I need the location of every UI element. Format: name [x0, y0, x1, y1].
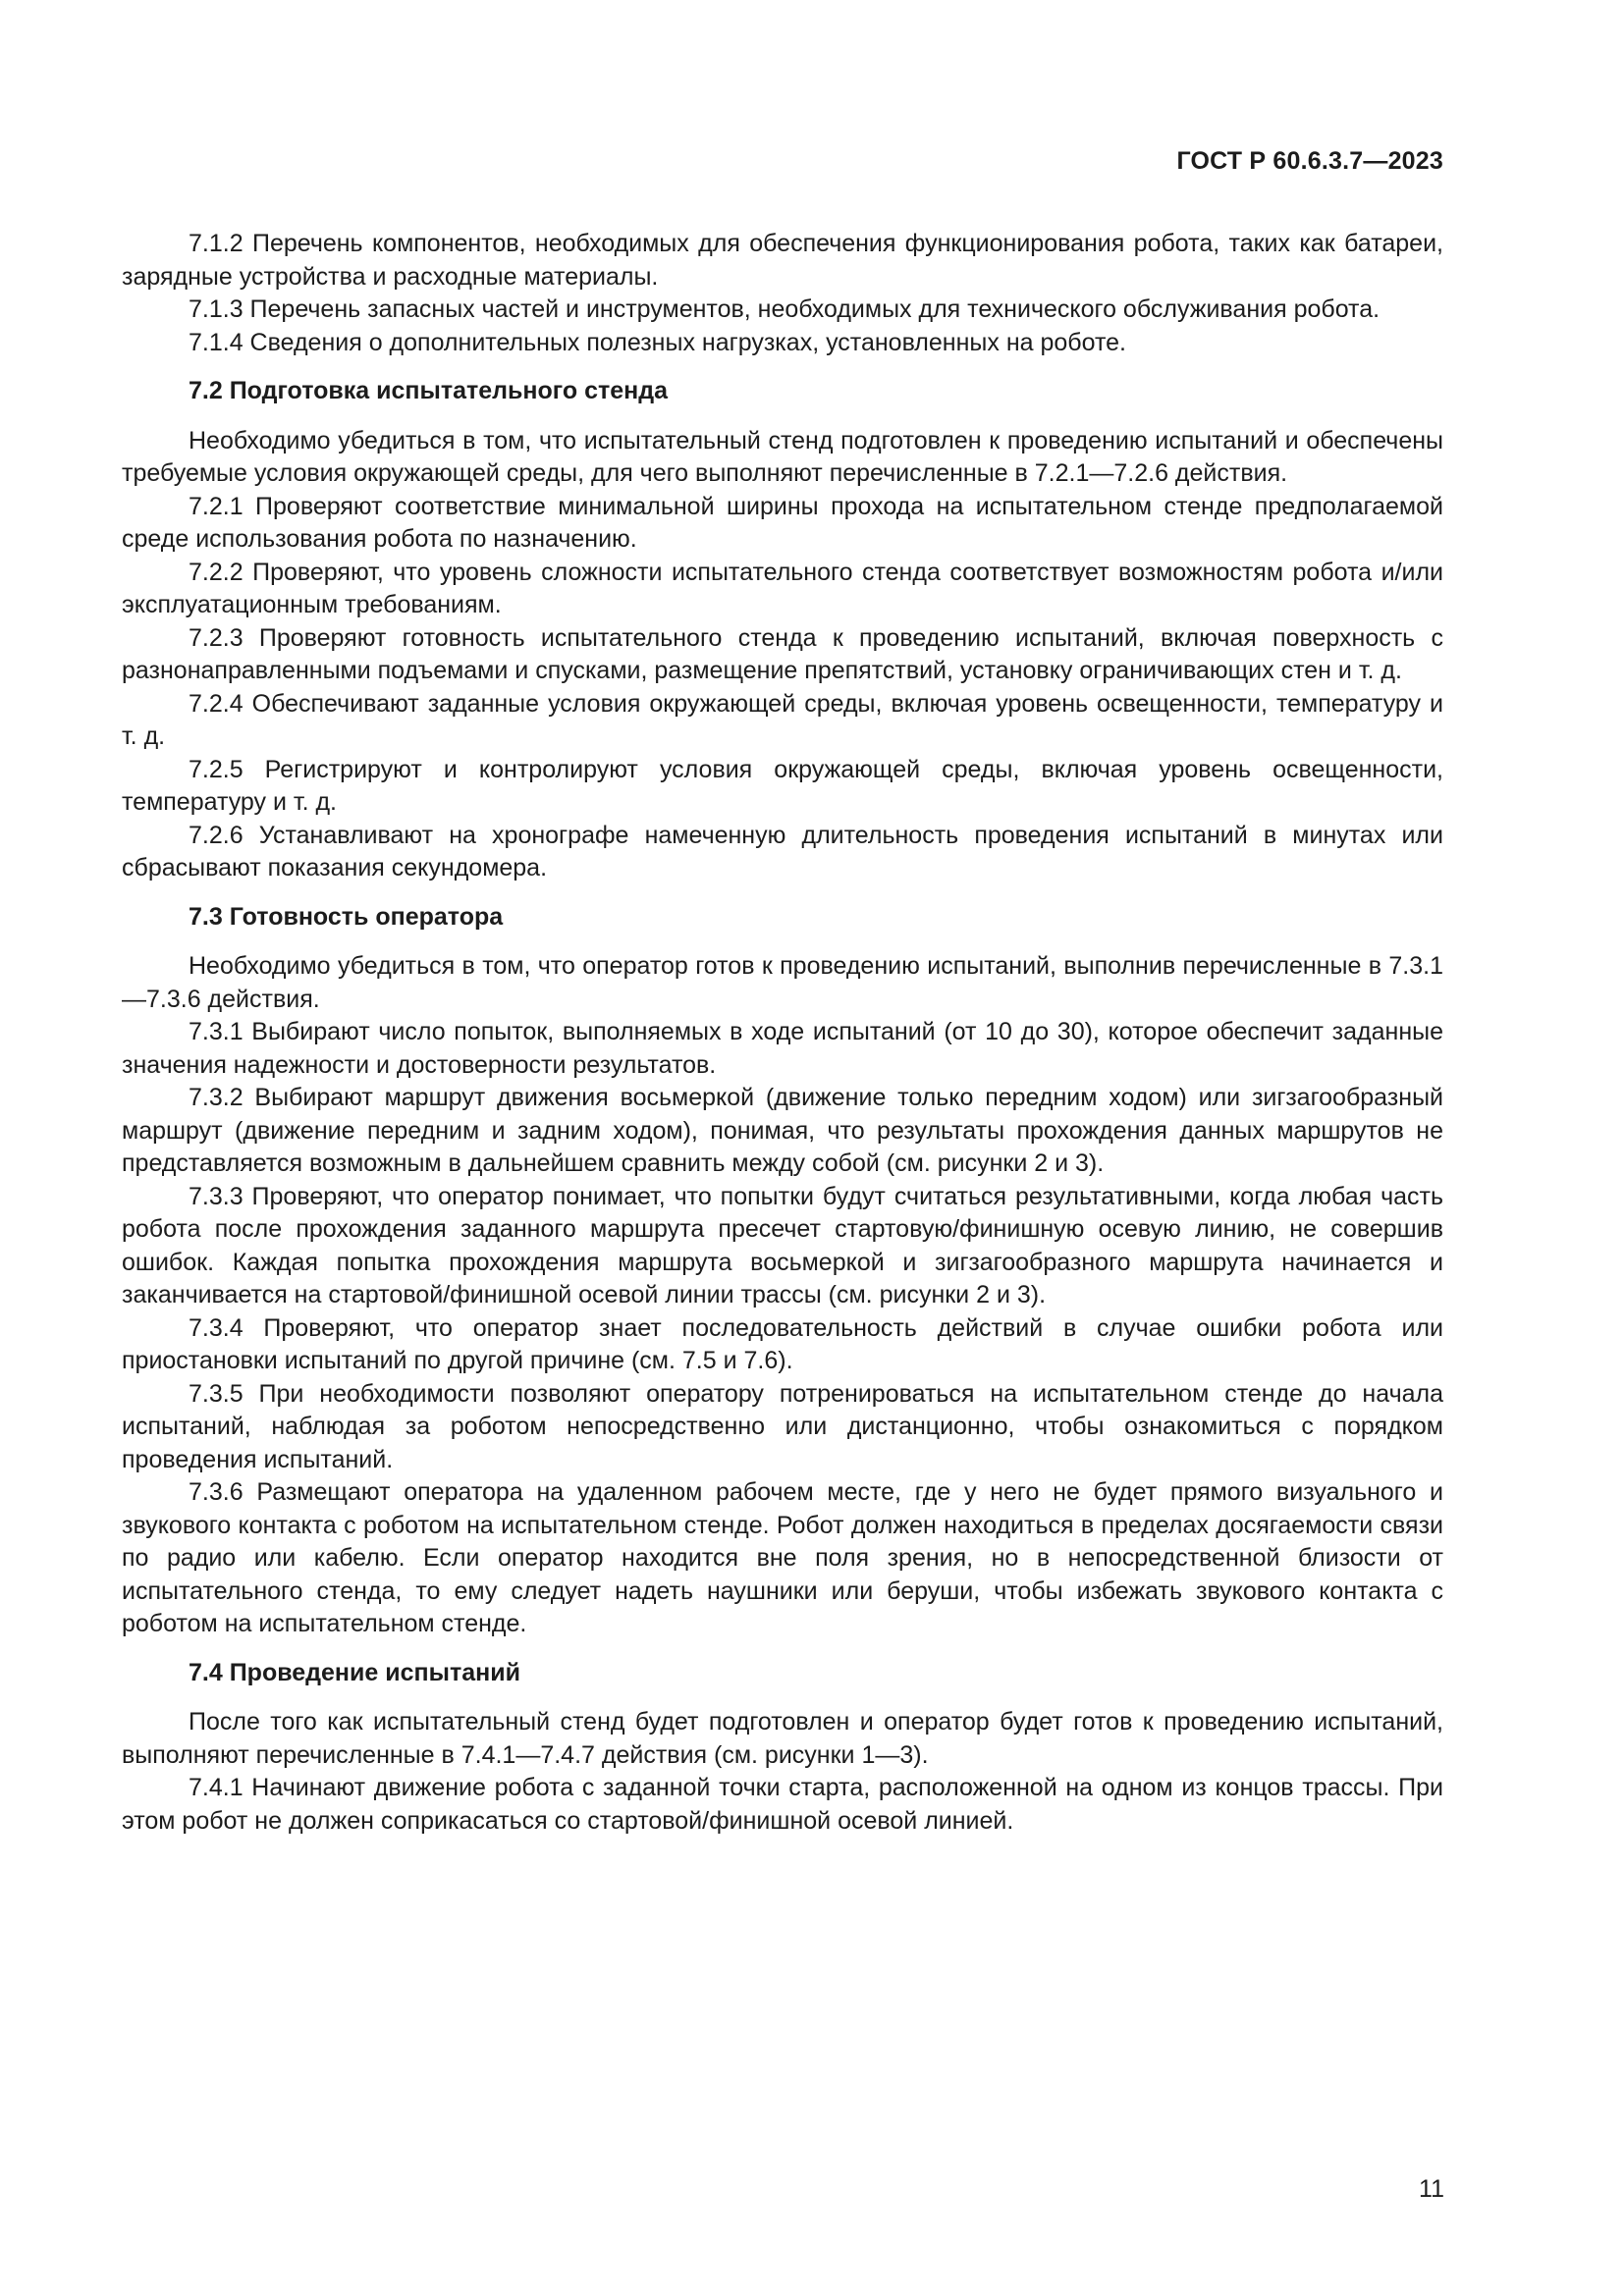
paragraph-7-2-6: 7.2.6 Устанавливают на хронографе намеченную длительность проведения испытаний в минутах или сбрасывают показания секундомера. [122, 821, 1443, 881]
paragraph-7-3-2: 7.3.2 Выбирают маршрут движения восьмеркой (движение только передним ходом) или зигзагообразный маршрут (движение передним и задним ходом), понимая, что результаты прохождения данных маршрутов не представляется возможным в дальнейшем сравнить между собой (см. рисунки 2 и 3). [122, 1084, 1443, 1177]
paragraph-7-2-4: 7.2.4 Обеспечивают заданные условия окружающей среды, включая уровень освещенности, температуру и т. д. [122, 689, 1443, 750]
paragraph-7-1-3: 7.1.3 Перечень запасных частей и инструментов, необходимых для технического обслуживания робота. [189, 295, 1380, 323]
paragraph-7-3-5: 7.3.5 При необходимости позволяют оператору потренироваться на испытательном стенде до начала испытаний, наблюдая за роботом непосредственно или дистанционно, чтобы ознакомиться с порядком проведения испытаний. [122, 1379, 1443, 1473]
section-heading-7-2: 7.2 Подготовка испытательного стенда [189, 377, 668, 404]
page-number: 11 [1419, 2175, 1444, 2203]
paragraph-7-1-2: 7.1.2 Перечень компонентов, необходимых для обеспечения функционирования робота, таких как батареи, зарядные устройства и расходные материалы. [122, 230, 1443, 291]
paragraph-7-2-1: 7.2.1 Проверяют соответствие минимальной ширины прохода на испытательном стенде предполагаемой среде использования робота по назначению. [122, 492, 1443, 553]
document-code-header: ГОСТ Р 60.6.3.7—2023 [1176, 147, 1443, 175]
section-heading-7-3: 7.3 Готовность оператора [189, 902, 504, 931]
page-body [122, 228, 1443, 1838]
paragraph-7-3-4: 7.3.4 Проверяют, что оператор знает последовательность действий в случае ошибки робота или приостановки испытаний по другой причине (см. 7.5 и 7.6). [122, 1313, 1443, 1374]
paragraph-7-1-4: 7.1.4 Сведения о дополнительных полезных нагрузках, установленных на роботе. [189, 328, 1126, 356]
paragraph-7-3-3: 7.3.3 Проверяют, что оператор понимает, что попытки будут считаться результативными, когда любая часть робота после прохождения заданного маршрута пресечет стартовую/финишную осевую линию, не совершив ошибок. Каждая попытка прохождения маршрута восьмеркой и зигзагообразного маршрута начинается и заканчивается на стартовой/финишной осевой линии трассы (см. рисунки 2 и 3). [122, 1182, 1443, 1308]
paragraph-7-3-1: 7.3.1 Выбирают число попыток, выполняемых в ходе испытаний (от 10 до 30), которое обеспечит заданные значения надежности и достоверности результатов. [122, 1018, 1443, 1079]
paragraph-7-2-3: 7.2.3 Проверяют готовность испытательного стенда к проведению испытаний, включая поверхность с разнонаправленными подъемами и спусками, размещение препятствий, установку ограничивающих стен и т. д. [122, 623, 1443, 684]
paragraph-7-2-intro: Необходимо убедиться в том, что испытательный стенд подготовлен к проведению испытаний и обеспечены требуемые условия окружающей среды, для чего выполняют перечисленные в 7.2.1—7.2.6 действия. [122, 426, 1443, 487]
section-heading-7-4: 7.4 Проведение испытаний [189, 1658, 520, 1686]
paragraph-7-4-intro: После того как испытательный стенд будет подготовлен и оператор будет готов к проведению испытаний, выполняют перечисленные в 7.4.1—7.4.7 действия (см. рисунки 1—3). [122, 1708, 1443, 1769]
paragraph-7-2-5: 7.2.5 Регистрируют и контролируют условия окружающей среды, включая уровень освещенности, температуру и т. д. [122, 755, 1443, 816]
paragraph-7-3-6: 7.3.6 Размещают оператора на удаленном рабочем месте, где у него не будет прямого визуального и звукового контакта с роботом на испытательном стенде. Робот должен находиться в пределах досягаемости связи по радио или кабелю. Если оператор находится вне поля зрения, но в непосредственной близости от испытательного стенда, то ему следует надеть наушники или беруши, чтобы избежать звукового контакта с роботом на испытательном стенде. [122, 1478, 1443, 1637]
paragraph-7-4-1: 7.4.1 Начинают движение робота с заданной точки старта, расположенной на одном из концов трассы. При этом робот не должен соприкасаться со стартовой/финишной осевой линией. [122, 1774, 1443, 1835]
paragraph-7-3-intro: Необходимо убедиться в том, что оператор готов к проведению испытаний, выполнив перечисленные в 7.3.1—7.3.6 действия. [122, 952, 1443, 1013]
paragraph-7-2-2: 7.2.2 Проверяют, что уровень сложности испытательного стенда соответствует возможностям робота и/или эксплуатационным требованиям. [122, 558, 1443, 618]
